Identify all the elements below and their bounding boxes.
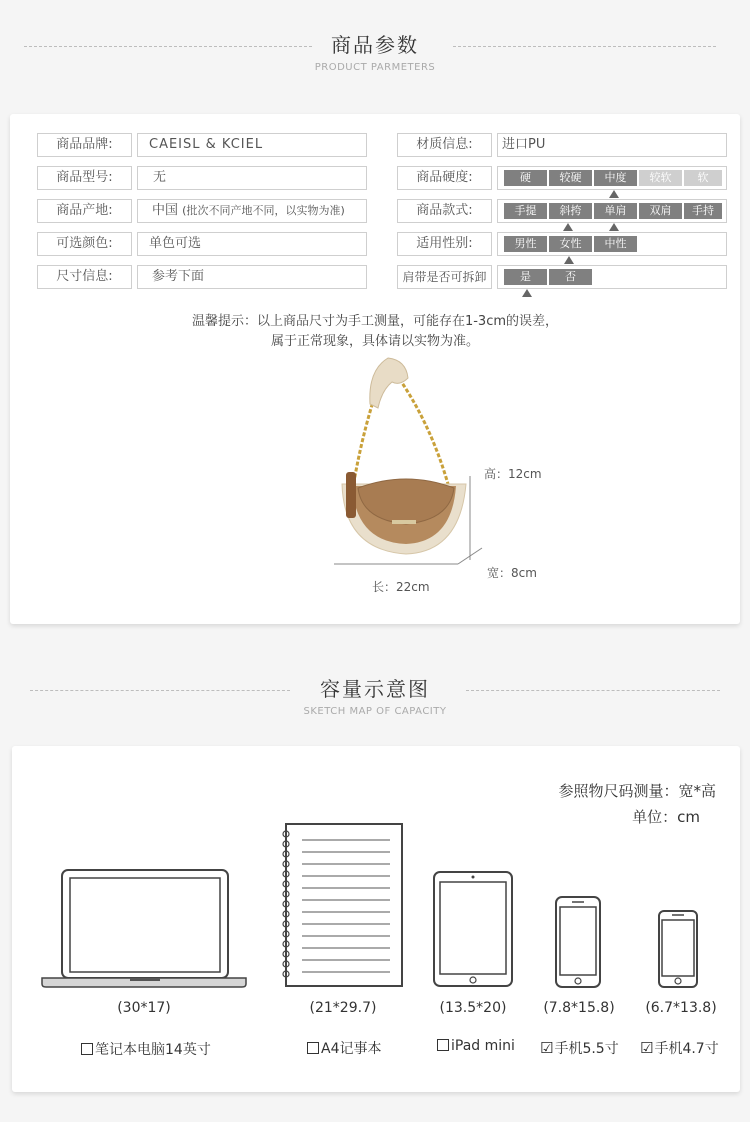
hardness-option-medium: 中度 (594, 170, 637, 186)
style-label: 商品款式: (397, 199, 492, 223)
style-option-shoulder: 单肩 (594, 203, 637, 219)
gender-indicator (564, 256, 574, 264)
phone-small-label: 手机4.7寸 (654, 1041, 719, 1057)
hardness-label: 商品硬度: (397, 166, 492, 190)
capacity-divider-right (466, 690, 720, 691)
strap-option-no: 否 (549, 269, 592, 285)
laptop-icon (40, 866, 248, 990)
length-dimension: 长：22cm (372, 580, 430, 594)
material-value: 进口PU (497, 133, 727, 157)
origin-value (137, 199, 367, 223)
params-subtitle: PRODUCT PARMETERS (314, 62, 436, 73)
phone-large-checkmark-icon: ☑ (540, 1039, 554, 1057)
capacity-subtitle: SKETCH MAP OF CAPACITY (303, 706, 447, 717)
phone-small-item (640, 1038, 719, 1058)
hardness-option-fairly-soft: 较软 (639, 170, 682, 186)
laptop-checkbox-unchecked (81, 1043, 93, 1055)
origin-country: 中国 (152, 203, 179, 218)
strap-label: 肩带是否可拆卸 (397, 265, 492, 289)
capacity-header (0, 674, 750, 717)
phone-large-label: 手机5.5寸 (554, 1041, 619, 1057)
strap-option-yes: 是 (504, 269, 547, 285)
gender-label: 适用性别: (397, 232, 492, 256)
notebook-checkbox-unchecked (307, 1042, 319, 1054)
gender-option-unisex: 中性 (594, 236, 637, 252)
unit-text: 单位：cm (632, 808, 700, 826)
phone-small-icon (657, 909, 699, 991)
notebook-item (307, 1038, 381, 1058)
notebook-icon (280, 822, 406, 990)
gender-option-female: 女性 (549, 236, 592, 252)
header-divider-left (24, 46, 312, 47)
hardness-option-soft: 软 (684, 170, 722, 186)
hardness-indicator (609, 190, 619, 198)
brand-label: 商品品牌: (37, 133, 132, 157)
style-option-handheld: 手提 (504, 203, 547, 219)
bag-logo-plate (392, 520, 416, 524)
height-dimension: 高：12cm (484, 467, 542, 481)
color-label: 可选颜色: (37, 232, 132, 256)
capacity-divider-left (30, 690, 290, 691)
gender-scale (497, 232, 727, 256)
shearling-strap-pad (370, 358, 408, 408)
material-label: 材质信息: (397, 133, 492, 157)
tablet-checkbox-unchecked (437, 1039, 449, 1051)
strap-scale (497, 265, 727, 289)
phone-large-icon (554, 895, 602, 991)
style-option-clutch: 手持 (684, 203, 722, 219)
notebook-label: A4记事本 (321, 1041, 382, 1057)
laptop-size: (30*17) (117, 1000, 171, 1016)
style-indicator-shoulder (609, 223, 619, 231)
chain-right (396, 374, 448, 484)
tablet-size: (13.5*20) (439, 1000, 507, 1016)
origin-note: (批次不同产地不同，以实物为准) (182, 204, 345, 217)
reference-measure-text: 参照物尺码测量：宽*高 (558, 782, 716, 800)
size-note-line1: 温馨提示：以上商品尺寸为手工测量，可能存在1-3cm的误差， (191, 314, 559, 329)
capacity-title: 容量示意图 (320, 677, 430, 701)
phone-small-checkmark-icon: ☑ (640, 1039, 654, 1057)
header-divider-right (453, 46, 716, 47)
phone-large-size: (7.8*15.8) (543, 1000, 615, 1016)
style-option-crossbody: 斜挎 (549, 203, 592, 219)
style-indicator-crossbody (563, 223, 573, 231)
brand-value: CAEISL & KCIEL (137, 133, 367, 157)
style-scale (497, 199, 727, 223)
style-option-backpack: 双肩 (639, 203, 682, 219)
strap-indicator (522, 289, 532, 297)
model-label: 商品型号: (37, 166, 132, 190)
color-value: 单色可选 (137, 232, 367, 256)
width-dimension: 宽：8cm (487, 566, 537, 580)
tablet-label: iPad mini (451, 1038, 515, 1054)
model-value: 无 (137, 166, 367, 190)
size-label: 尺寸信息: (37, 265, 132, 289)
tablet-icon (432, 870, 516, 990)
params-title: 商品参数 (331, 33, 419, 57)
hardness-option-hard: 硬 (504, 170, 547, 186)
phone-small-size: (6.7*13.8) (645, 1000, 717, 1016)
hardness-option-fairly-hard: 较硬 (549, 170, 592, 186)
notebook-size: (21*29.7) (309, 1000, 377, 1016)
gender-option-male: 男性 (504, 236, 547, 252)
laptop-label: 笔记本电脑14英寸 (95, 1042, 211, 1058)
laptop-item (81, 1039, 211, 1059)
phone-large-item (540, 1038, 619, 1058)
size-value: 参考下面 (137, 265, 367, 289)
tablet-item (437, 1038, 515, 1054)
hardness-scale (497, 166, 727, 190)
size-note-line2: 属于正常现象，具体请以实物为准。 (270, 334, 479, 349)
params-header (0, 30, 750, 73)
side-strap-tab (346, 472, 356, 518)
origin-label: 商品产地: (37, 199, 132, 223)
bag-illustration (330, 352, 510, 582)
